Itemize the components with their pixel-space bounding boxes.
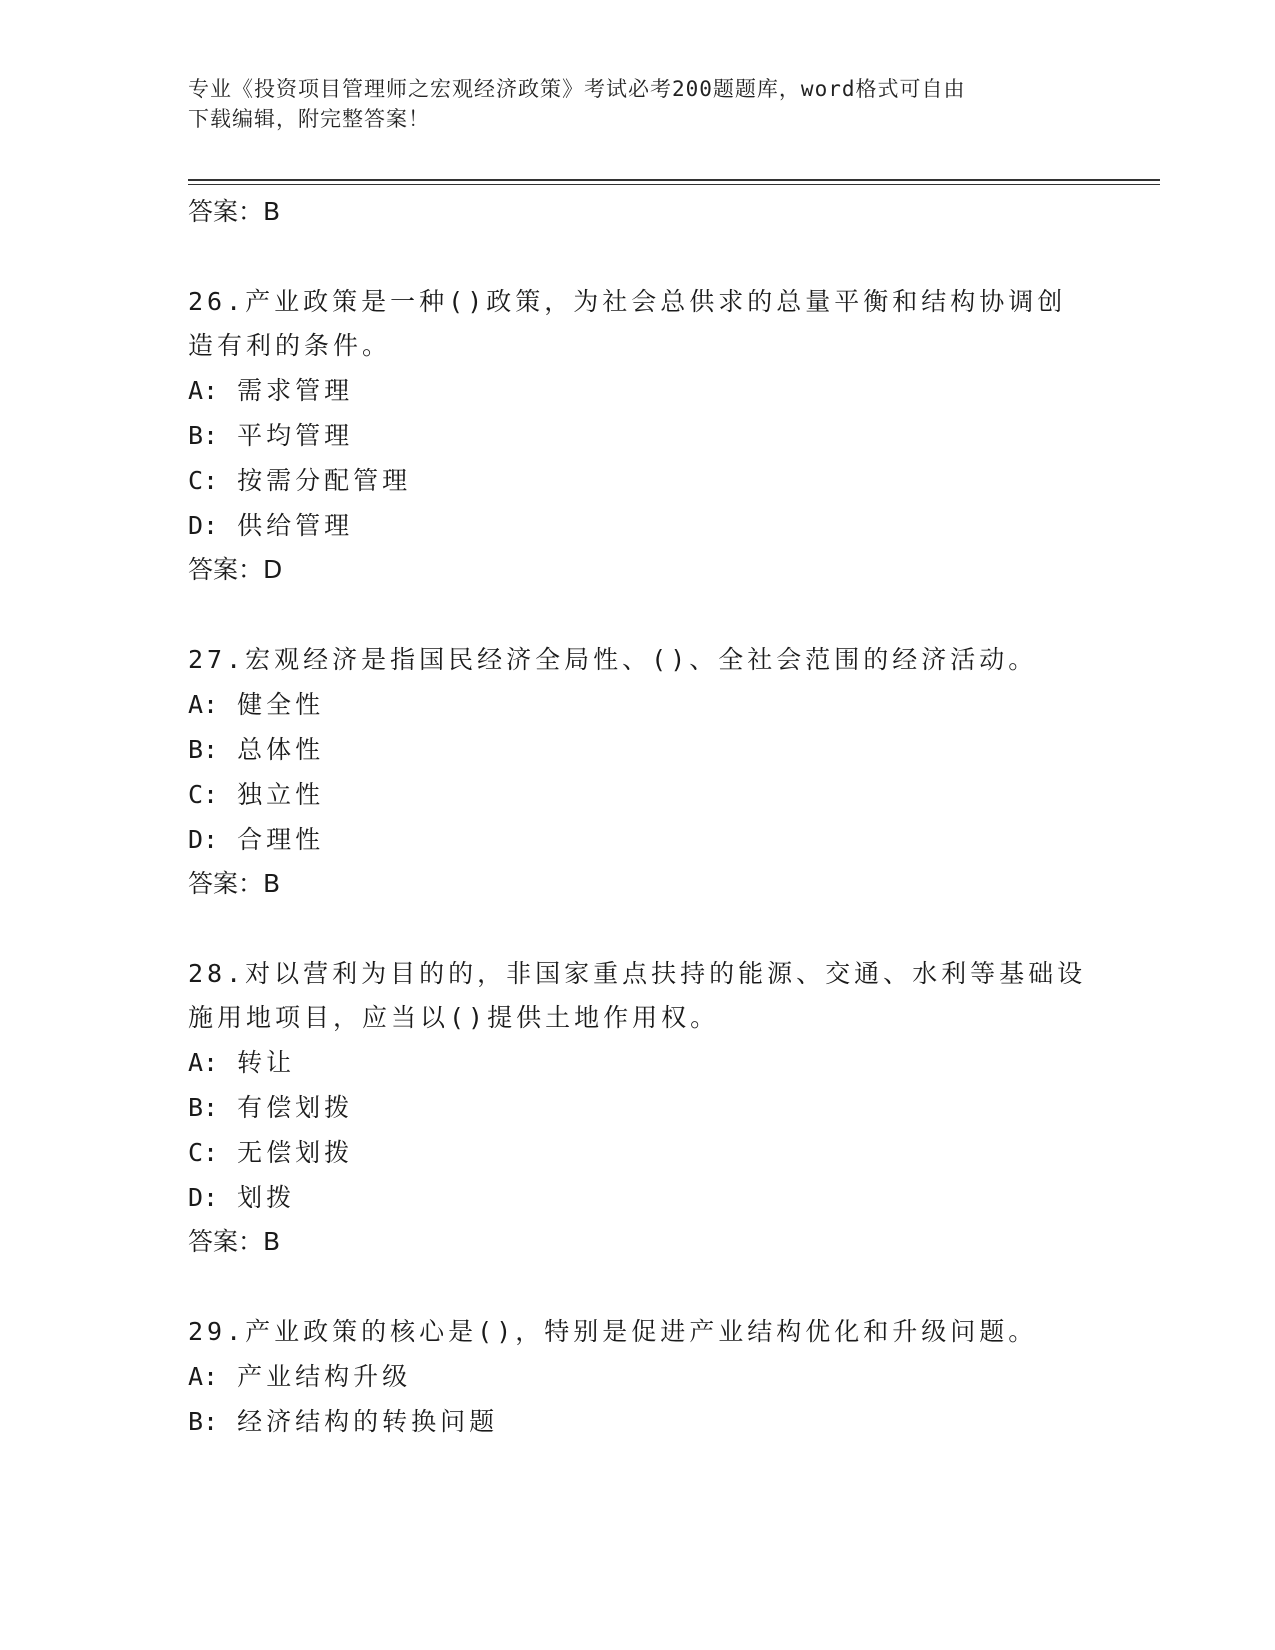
question-text: 28.对以营利为目的的，非国家重点扶持的能源、交通、水利等基础设施用地项目，应当以()提供土地作用权。 xyxy=(188,959,1087,1032)
option-b xyxy=(188,727,1088,772)
option-letter: C: xyxy=(188,780,219,809)
question-26 xyxy=(188,280,1088,592)
option-letter: B: xyxy=(188,735,219,764)
question-text: 26.产业政策是一种()政策，为社会总供求的总量平衡和结构协调创造有利的条件。 xyxy=(188,287,1067,360)
option-c xyxy=(188,1130,1088,1175)
answer-line: 答案：B xyxy=(188,869,281,898)
spacer xyxy=(188,234,1088,280)
option-a xyxy=(188,368,1088,413)
option-text: 供给管理 xyxy=(237,511,354,540)
document-header xyxy=(188,74,1088,134)
header-rule-thin xyxy=(188,184,1160,185)
option-letter: C: xyxy=(188,466,219,495)
option-a xyxy=(188,682,1088,727)
option-text: 总体性 xyxy=(237,735,325,764)
option-text: 无偿划拨 xyxy=(237,1138,354,1167)
option-letter: D: xyxy=(188,1183,219,1212)
question-29 xyxy=(188,1310,1088,1444)
header-rule-thick xyxy=(188,179,1160,181)
option-letter: D: xyxy=(188,511,219,540)
option-letter: B: xyxy=(188,1093,219,1122)
option-b xyxy=(188,1085,1088,1130)
question-27 xyxy=(188,638,1088,906)
header-line-1: 专业《投资项目管理师之宏观经济政策》考试必考200题题库，word格式可自由 xyxy=(188,77,966,101)
option-d xyxy=(188,503,1088,548)
option-c xyxy=(188,772,1088,817)
option-text: 平均管理 xyxy=(237,421,354,450)
option-letter: B: xyxy=(188,1407,219,1436)
option-letter: A: xyxy=(188,376,219,405)
question-text: 27.宏观经济是指国民经济全局性、()、全社会范围的经济活动。 xyxy=(188,645,1038,674)
option-d xyxy=(188,1175,1088,1220)
question-28 xyxy=(188,952,1088,1264)
option-b xyxy=(188,1399,1088,1444)
spacer xyxy=(188,592,1088,638)
spacer xyxy=(188,906,1088,952)
option-text: 按需分配管理 xyxy=(237,466,412,495)
answer-line: 答案：B xyxy=(188,1227,281,1256)
option-text: 独立性 xyxy=(237,780,325,809)
question-text: 29.产业政策的核心是()，特别是促进产业结构优化和升级问题。 xyxy=(188,1317,1038,1346)
option-letter: A: xyxy=(188,1048,219,1077)
spacer xyxy=(188,1264,1088,1310)
option-letter: C: xyxy=(188,1138,219,1167)
option-letter: A: xyxy=(188,1362,219,1391)
option-text: 健全性 xyxy=(237,690,325,719)
option-a xyxy=(188,1354,1088,1399)
option-a xyxy=(188,1040,1088,1085)
option-letter: D: xyxy=(188,825,219,854)
option-letter: B: xyxy=(188,421,219,450)
option-text: 需求管理 xyxy=(237,376,354,405)
option-text: 合理性 xyxy=(237,825,325,854)
option-letter: A: xyxy=(188,690,219,719)
option-text: 有偿划拨 xyxy=(237,1093,354,1122)
option-text: 转让 xyxy=(237,1048,296,1077)
option-d xyxy=(188,817,1088,862)
option-text: 产业结构升级 xyxy=(237,1362,412,1391)
option-text: 划拨 xyxy=(237,1183,296,1212)
option-b xyxy=(188,413,1088,458)
answer-line: 答案：D xyxy=(188,555,283,584)
option-text: 经济结构的转换问题 xyxy=(237,1407,499,1436)
header-line-2: 下载编辑，附完整答案！ xyxy=(188,107,430,131)
previous-answer: 答案：B xyxy=(188,197,281,226)
question-list xyxy=(188,190,1088,1444)
option-c xyxy=(188,458,1088,503)
